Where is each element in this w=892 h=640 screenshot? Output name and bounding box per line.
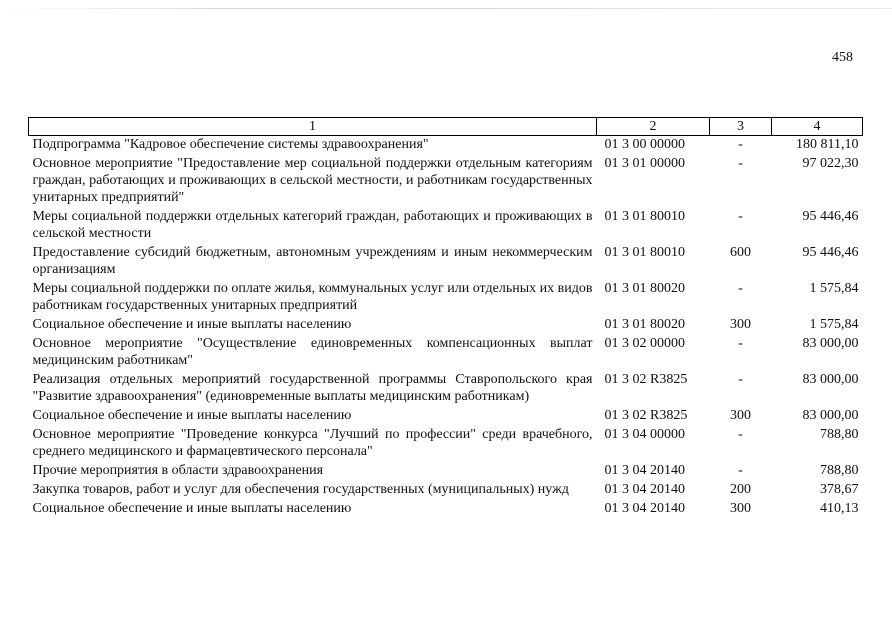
table-row [29, 407, 863, 426]
row-code-cell: 01 3 04 20140 [604, 501, 685, 516]
row-type-cell: - [738, 209, 743, 224]
header-row [29, 118, 863, 136]
row-code-cell: 01 3 04 20140 [604, 482, 685, 497]
row-type-cell: - [738, 463, 743, 478]
table-row [29, 136, 863, 156]
row-type-cell: 200 [730, 482, 751, 497]
row-type-cell: 300 [730, 317, 751, 332]
row-code-cell: 01 3 04 20140 [604, 463, 685, 478]
row-type-cell: 300 [730, 501, 751, 516]
header-col-3: 3 [710, 118, 772, 136]
header-col-1: 1 [29, 118, 597, 136]
row-name-cell: Социальное обеспечение и иные выплаты населению [32, 408, 352, 423]
row-amount-cell: 1 575,84 [809, 317, 859, 332]
row-name-cell: Основное мероприятие "Предоставление мер социальной поддержки отдельным категориям граждан, работающих и проживающих в сельской местности, и работникам государственных унитарных предприятий" [32, 156, 593, 205]
table-row [29, 316, 863, 335]
row-code-cell: 01 3 00 00000 [604, 137, 685, 152]
table-row [29, 335, 863, 371]
row-amount-cell: 95 446,46 [802, 209, 859, 224]
row-name-cell: Предоставление субсидий бюджетным, автономным учреждениям и иным некоммерческим организациям [32, 245, 593, 277]
row-type-cell: - [738, 372, 743, 387]
row-amount-cell: 788,80 [820, 463, 859, 478]
row-code-cell: 01 3 01 00000 [604, 156, 685, 171]
row-amount-cell: 1 575,84 [809, 281, 859, 296]
row-type-cell: 600 [730, 245, 751, 260]
header-col-2: 2 [597, 118, 710, 136]
row-name-cell: Основное мероприятие "Осуществление единовременных компенсационных выплат медицинским работникам" [32, 336, 593, 368]
row-name-cell: Реализация отдельных мероприятий государственной программы Ставропольского края "Развитие здравоохранения" (единовременные выплаты медицинским работникам) [32, 372, 593, 404]
row-type-cell: - [738, 137, 743, 152]
row-code-cell: 01 3 02 R3825 [604, 408, 688, 423]
row-amount-cell: 410,13 [820, 501, 859, 516]
table-row [29, 426, 863, 462]
row-type-cell: - [738, 281, 743, 296]
table-row [29, 462, 863, 481]
table-row [29, 280, 863, 316]
row-amount-cell: 95 446,46 [802, 245, 859, 260]
row-name-cell: Подпрограмма "Кадровое обеспечение системы здравоохранения" [32, 137, 429, 152]
row-type-cell: - [738, 336, 743, 351]
row-name-cell: Основное мероприятие "Проведение конкурса "Лучший по профессии" среди врачебного, среднего медицинского и фармацевтического персонала" [32, 427, 593, 459]
table-row [29, 500, 863, 519]
budget-table [28, 117, 863, 519]
row-name-cell: Социальное обеспечение и иные выплаты населению [32, 501, 352, 516]
table-row [29, 208, 863, 244]
page-number: 458 [832, 50, 853, 65]
row-amount-cell: 788,80 [820, 427, 859, 442]
table-body [29, 136, 863, 520]
row-name-cell: Социальное обеспечение и иные выплаты населению [32, 317, 352, 332]
row-amount-cell: 83 000,00 [802, 408, 859, 423]
row-type-cell: 300 [730, 408, 751, 423]
row-amount-cell: 180 811,10 [796, 137, 859, 152]
table-row [29, 244, 863, 280]
row-amount-cell: 83 000,00 [802, 372, 859, 387]
row-amount-cell: 97 022,30 [802, 156, 859, 171]
header-col-4: 4 [772, 118, 863, 136]
table-row [29, 371, 863, 407]
row-code-cell: 01 3 01 80020 [604, 281, 685, 296]
table-row [29, 155, 863, 208]
row-amount-cell: 83 000,00 [802, 336, 859, 351]
row-code-cell: 01 3 01 80010 [604, 209, 685, 224]
scan-edge-line [0, 8, 892, 9]
row-name-cell: Меры социальной поддержки отдельных категорий граждан, работающих и проживающих в сельской местности [32, 209, 593, 241]
row-amount-cell: 378,67 [820, 482, 859, 497]
table-row [29, 481, 863, 500]
row-name-cell: Прочие мероприятия в области здравоохранения [32, 463, 324, 478]
row-type-cell: - [738, 156, 743, 171]
row-code-cell: 01 3 04 00000 [604, 427, 685, 442]
row-name-cell: Закупка товаров, работ и услуг для обеспечения государственных (муниципальных) нужд [32, 482, 569, 497]
row-code-cell: 01 3 01 80010 [604, 245, 685, 260]
row-name-cell: Меры социальной поддержки по оплате жилья, коммунальных услуг или отдельных их видов работникам государственных унитарных предприятий [32, 281, 593, 313]
row-code-cell: 01 3 01 80020 [604, 317, 685, 332]
row-code-cell: 01 3 02 R3825 [604, 372, 688, 387]
row-code-cell: 01 3 02 00000 [604, 336, 685, 351]
row-type-cell: - [738, 427, 743, 442]
